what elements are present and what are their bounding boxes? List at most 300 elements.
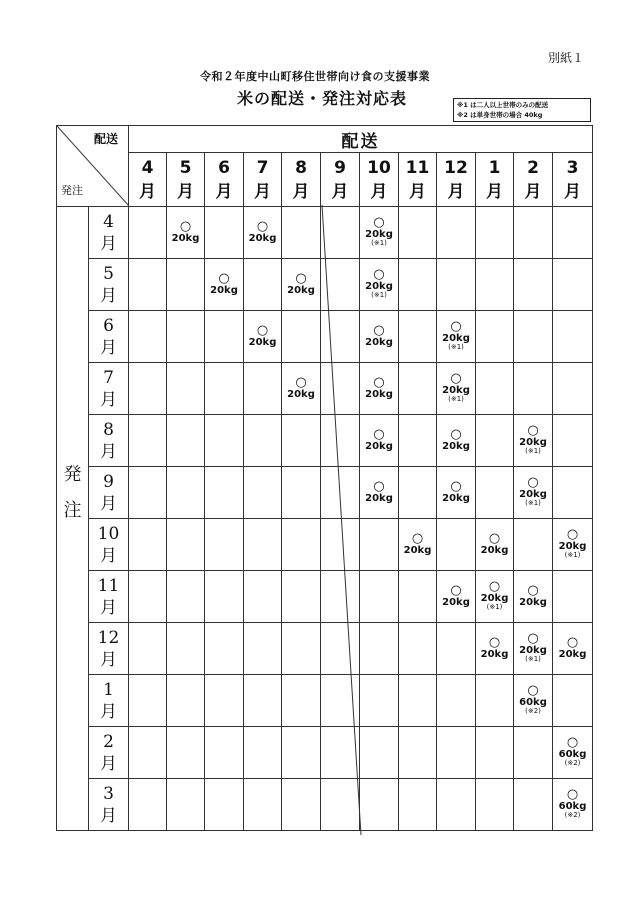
delivery-cell: [282, 623, 321, 675]
month-char: 月: [486, 181, 503, 202]
delivery-cell: [244, 311, 282, 363]
delivery-cell: [321, 467, 360, 519]
delivery-cell: [129, 363, 167, 415]
delivery-cell: [476, 259, 514, 311]
delivery-cell: [129, 207, 167, 259]
delivery-mark: [249, 220, 277, 245]
delivery-cell: [553, 519, 593, 571]
delivery-cell: [514, 779, 553, 831]
delivery-mark: [287, 376, 315, 401]
delivery-amount: 20kg: [480, 649, 509, 660]
delivery-amount: 20kg: [287, 285, 315, 296]
delivery-cell: [244, 207, 282, 259]
order-month-7: [89, 363, 129, 415]
order-side-header: [57, 207, 89, 831]
order-row-4: [57, 207, 593, 259]
delivery-cell: [321, 363, 360, 415]
delivery-amount: 20kg: [365, 441, 393, 452]
delivery-mark: [481, 580, 509, 612]
delivery-cell: [514, 363, 553, 415]
circle-icon: ○: [566, 786, 579, 802]
delivery-cell: [321, 675, 360, 727]
delivery-cell: [205, 311, 244, 363]
delivery-cell: [167, 311, 205, 363]
order-month-char: 月: [100, 597, 117, 618]
circle-icon: ○: [450, 318, 462, 334]
delivery-cell: [553, 311, 593, 363]
month-char: 月: [215, 181, 233, 202]
delivery-cell: [437, 779, 476, 831]
order-month-1: [89, 675, 129, 727]
circle-icon: ○: [179, 219, 192, 234]
delivery-mark: [172, 220, 200, 245]
order-month-char: 月: [100, 753, 117, 774]
month-header-2: [514, 153, 553, 207]
delivery-cell: [360, 519, 399, 571]
month-number: 11: [405, 157, 430, 178]
delivery-cell: [514, 415, 553, 467]
delivery-cell: [553, 363, 593, 415]
delivery-mark: [442, 428, 470, 453]
delivery-cell: [129, 571, 167, 623]
delivery-mark: [404, 532, 432, 557]
delivery-cell: [360, 571, 399, 623]
order-month-number: 4: [103, 211, 114, 232]
delivery-cell: [205, 207, 244, 259]
delivery-cell: [282, 571, 321, 623]
delivery-cell: [129, 259, 167, 311]
delivery-note: (※1): [525, 499, 541, 508]
delivery-cell: [321, 727, 360, 779]
delivery-cell: [167, 363, 205, 415]
delivery-cell: [167, 467, 205, 519]
delivery-cell: [129, 675, 167, 727]
delivery-cell: [399, 779, 437, 831]
delivery-cell: [244, 259, 282, 311]
delivery-mark: [559, 788, 587, 820]
delivery-cell: [205, 623, 244, 675]
delivery-note: (※1): [371, 291, 387, 300]
month-number: 12: [444, 157, 468, 178]
order-side-char: 注: [63, 500, 82, 521]
delivery-cell: [437, 259, 476, 311]
order-month-char: 月: [100, 493, 117, 514]
delivery-cell: [244, 675, 282, 727]
order-month-char: 月: [100, 285, 117, 306]
delivery-cell: [244, 415, 282, 467]
order-month-4: [89, 207, 129, 259]
order-month-10: [89, 519, 129, 571]
delivery-cell: [553, 623, 593, 675]
delivery-cell: [437, 571, 476, 623]
delivery-cell: [514, 259, 553, 311]
month-number: 3: [566, 157, 579, 178]
delivery-cell: [514, 207, 553, 259]
month-char: 月: [409, 181, 426, 202]
order-month-char: 月: [100, 649, 117, 670]
month-header-7: [244, 153, 282, 207]
order-side-char: 発: [63, 464, 82, 485]
delivery-amount: 20kg: [442, 384, 470, 396]
corner-order-label: 発注: [61, 184, 83, 197]
month-char: 月: [177, 181, 194, 202]
circle-icon: ○: [527, 474, 539, 490]
month-char: 月: [447, 181, 465, 202]
delivery-cell: [282, 259, 321, 311]
delivery-cell: [129, 623, 167, 675]
delivery-cell: [321, 571, 360, 623]
delivery-cell: [399, 415, 437, 467]
circle-icon: ○: [566, 635, 579, 650]
delivery-cell: [282, 675, 321, 727]
delivery-cell: [437, 519, 476, 571]
month-char: 月: [331, 181, 349, 202]
order-row-5: [57, 259, 593, 311]
circle-icon: ○: [373, 375, 385, 390]
delivery-cell: [399, 519, 437, 571]
delivery-cell: [282, 207, 321, 259]
delivery-cell: [553, 675, 593, 727]
delivery-amount: 20kg: [248, 337, 277, 348]
delivery-mark: [249, 324, 277, 349]
delivery-amount: 60kg: [558, 748, 587, 760]
delivery-cell: [476, 363, 514, 415]
order-month-number: 3: [103, 783, 114, 804]
delivery-note: (※1): [448, 343, 464, 352]
order-month-char: 月: [100, 389, 117, 410]
delivery-cell: [360, 623, 399, 675]
circle-icon: ○: [527, 422, 539, 438]
delivery-amount: 20kg: [519, 488, 547, 500]
delivery-mark: [519, 684, 547, 716]
delivery-cell: [476, 467, 514, 519]
delivery-cell: [514, 727, 553, 779]
month-char: 月: [524, 181, 542, 202]
order-month-2: [89, 727, 129, 779]
order-row-8: [57, 415, 593, 467]
delivery-cell: [553, 415, 593, 467]
delivery-amount: 20kg: [558, 540, 587, 552]
delivery-note: (※1): [448, 395, 464, 404]
delivery-cell: [167, 779, 205, 831]
delivery-mark: [442, 320, 470, 352]
delivery-cell: [476, 415, 514, 467]
delivery-note: (※1): [371, 239, 387, 248]
delivery-cell: [205, 467, 244, 519]
circle-icon: ○: [450, 479, 462, 494]
document-title: 米の配送・発注対応表: [237, 89, 408, 108]
order-month-number: 8: [103, 419, 114, 440]
delivery-cell: [553, 259, 593, 311]
delivery-mark: [559, 528, 587, 560]
delivery-cell: [282, 779, 321, 831]
delivery-amount: 20kg: [403, 545, 432, 556]
delivery-mark: [519, 584, 547, 609]
month-number: 2: [527, 157, 539, 178]
delivery-amount: 20kg: [519, 644, 547, 656]
order-month-number: 10: [97, 523, 120, 544]
delivery-cell: [244, 519, 282, 571]
delivery-cell: [205, 571, 244, 623]
delivery-cell: [553, 207, 593, 259]
delivery-header: 配送: [129, 126, 593, 153]
delivery-amount: 20kg: [442, 441, 470, 452]
delivery-cell: [553, 571, 593, 623]
delivery-mark: [519, 424, 547, 456]
circle-icon: ○: [450, 427, 462, 442]
delivery-note: (※2): [564, 759, 581, 768]
order-month-8: [89, 415, 129, 467]
delivery-mark: [559, 736, 587, 768]
delivery-cell: [282, 727, 321, 779]
delivery-cell: [360, 779, 399, 831]
delivery-cell: [399, 207, 437, 259]
delivery-mark: [481, 532, 509, 557]
delivery-cell: [244, 623, 282, 675]
order-month-char: 月: [100, 233, 117, 254]
delivery-cell: [167, 571, 205, 623]
month-number: 4: [141, 157, 154, 178]
note-2: ※2 は単身世帯の場合 40kg: [457, 111, 543, 119]
delivery-cell: [167, 727, 205, 779]
corner-cell: [57, 126, 129, 207]
notes-box: [453, 98, 591, 122]
circle-icon: ○: [373, 323, 385, 338]
delivery-cell: [360, 467, 399, 519]
delivery-cell: [205, 363, 244, 415]
month-number: 7: [256, 157, 269, 178]
order-month-number: 12: [97, 627, 120, 648]
month-number: 5: [179, 157, 192, 178]
delivery-mark: [365, 268, 393, 300]
delivery-mark: [365, 376, 393, 401]
delivery-cell: [360, 207, 399, 259]
delivery-note: (※1): [564, 551, 581, 560]
delivery-mark: [519, 632, 547, 664]
delivery-cell: [321, 207, 360, 259]
delivery-cell: [321, 311, 360, 363]
circle-icon: ○: [488, 635, 501, 650]
circle-icon: ○: [450, 583, 462, 598]
delivery-cell: [399, 675, 437, 727]
circle-icon: ○: [450, 370, 462, 386]
delivery-cell: [282, 363, 321, 415]
delivery-cell: [129, 727, 167, 779]
order-row-10: [57, 519, 593, 571]
delivery-cell: [399, 363, 437, 415]
delivery-amount: 20kg: [365, 493, 393, 504]
delivery-cell: [360, 259, 399, 311]
circle-icon: ○: [256, 323, 269, 338]
month-char: 月: [292, 181, 310, 202]
delivery-cell: [129, 467, 167, 519]
month-header-12: [437, 153, 476, 207]
delivery-amount: 20kg: [365, 337, 393, 348]
delivery-cell: [167, 623, 205, 675]
month-header-3: [553, 153, 593, 207]
delivery-cell: [399, 623, 437, 675]
order-month-number: 7: [103, 367, 114, 388]
order-month-number: 6: [103, 315, 114, 336]
order-month-number: 2: [103, 731, 114, 752]
delivery-cell: [437, 623, 476, 675]
delivery-cell: [476, 727, 514, 779]
delivery-cell: [205, 415, 244, 467]
circle-icon: ○: [527, 583, 539, 598]
circle-icon: ○: [295, 271, 307, 286]
delivery-note: (※1): [525, 655, 541, 664]
delivery-amount: 20kg: [442, 332, 470, 344]
order-month-char: 月: [100, 545, 117, 566]
delivery-amount: 60kg: [519, 696, 547, 708]
delivery-note: (※1): [525, 447, 541, 456]
delivery-cell: [129, 519, 167, 571]
note-1: ※1 は二人以上世帯のみの配送: [457, 101, 549, 109]
delivery-cell: [360, 311, 399, 363]
delivery-cell: [167, 675, 205, 727]
order-month-number: 1: [103, 679, 114, 700]
delivery-amount: 20kg: [442, 493, 470, 504]
delivery-cell: [129, 415, 167, 467]
month-number: 6: [218, 157, 230, 178]
delivery-cell: [437, 467, 476, 519]
delivery-mark: [365, 480, 393, 505]
delivery-mark: [442, 372, 470, 404]
delivery-amount: 60kg: [558, 800, 587, 812]
delivery-amount: 20kg: [365, 389, 393, 400]
order-row-12: [57, 623, 593, 675]
delivery-amount: 20kg: [248, 233, 277, 244]
order-month-char: 月: [100, 337, 117, 358]
order-month-char: 月: [100, 805, 117, 826]
circle-icon: ○: [527, 682, 539, 698]
circle-icon: ○: [295, 375, 307, 390]
order-month-3: [89, 779, 129, 831]
delivery-cell: [399, 311, 437, 363]
month-number: 8: [295, 157, 307, 178]
delivery-cell: [476, 779, 514, 831]
delivery-cell: [553, 727, 593, 779]
order-month-5: [89, 259, 129, 311]
circle-icon: ○: [488, 531, 501, 546]
delivery-cell: [514, 467, 553, 519]
delivery-cell: [514, 571, 553, 623]
delivery-cell: [437, 415, 476, 467]
delivery-cell: [399, 727, 437, 779]
delivery-cell: [205, 727, 244, 779]
delivery-cell: [399, 259, 437, 311]
month-number: 1: [488, 157, 501, 178]
delivery-cell: [360, 363, 399, 415]
order-row-11: [57, 571, 593, 623]
delivery-amount: 20kg: [171, 233, 200, 244]
delivery-mark: [442, 480, 470, 505]
delivery-cell: [167, 259, 205, 311]
delivery-cell: [437, 675, 476, 727]
delivery-cell: [244, 571, 282, 623]
delivery-note: (※2): [525, 707, 541, 716]
delivery-cell: [476, 311, 514, 363]
delivery-cell: [244, 727, 282, 779]
delivery-cell: [476, 207, 514, 259]
circle-icon: ○: [373, 479, 385, 494]
order-month-char: 月: [100, 701, 117, 722]
circle-icon: ○: [488, 578, 501, 594]
month-char: 月: [370, 181, 388, 202]
delivery-cell: [514, 675, 553, 727]
order-month-11: [89, 571, 129, 623]
month-header-6: [205, 153, 244, 207]
delivery-cell: [360, 415, 399, 467]
month-header-5: [167, 153, 205, 207]
delivery-mark: [442, 584, 470, 609]
order-month-number: 11: [97, 575, 120, 596]
delivery-cell: [360, 727, 399, 779]
month-header-8: [282, 153, 321, 207]
delivery-amount: 20kg: [287, 389, 315, 400]
circle-icon: ○: [218, 271, 230, 286]
delivery-cell: [514, 519, 553, 571]
delivery-cell: [321, 623, 360, 675]
delivery-amount: 20kg: [365, 228, 393, 240]
delivery-mark: [481, 636, 509, 661]
delivery-cell: [514, 623, 553, 675]
delivery-amount: 20kg: [519, 597, 547, 608]
delivery-amount: 20kg: [365, 280, 393, 292]
delivery-cell: [282, 311, 321, 363]
delivery-cell: [205, 675, 244, 727]
delivery-cell: [321, 415, 360, 467]
order-row-6: [57, 311, 593, 363]
delivery-amount: 20kg: [442, 597, 470, 608]
delivery-cell: [205, 519, 244, 571]
delivery-cell: [321, 779, 360, 831]
delivery-cell: [282, 415, 321, 467]
order-row-2: [57, 727, 593, 779]
circle-icon: ○: [256, 219, 269, 234]
delivery-cell: [167, 415, 205, 467]
order-month-6: [89, 311, 129, 363]
order-row-9: [57, 467, 593, 519]
month-number: 10: [367, 157, 391, 178]
delivery-mark: [210, 272, 238, 297]
delivery-amount: 20kg: [480, 545, 509, 556]
delivery-note: (※2): [564, 811, 581, 820]
order-month-char: 月: [100, 441, 117, 462]
delivery-cell: [437, 727, 476, 779]
circle-icon: ○: [566, 526, 579, 542]
delivery-cell: [476, 519, 514, 571]
delivery-cell: [476, 571, 514, 623]
delivery-cell: [129, 779, 167, 831]
month-header-4: [129, 153, 167, 207]
delivery-cell: [514, 311, 553, 363]
delivery-cell: [399, 467, 437, 519]
circle-icon: ○: [373, 427, 385, 442]
delivery-amount: 20kg: [558, 649, 587, 660]
delivery-amount: 20kg: [480, 592, 509, 604]
attachment-label: 別紙１: [548, 51, 585, 65]
delivery-cell: [282, 519, 321, 571]
circle-icon: ○: [373, 266, 385, 282]
delivery-cell: [205, 779, 244, 831]
month-char: 月: [139, 181, 156, 202]
delivery-mark: [519, 476, 547, 508]
delivery-cell: [205, 259, 244, 311]
delivery-cell: [321, 259, 360, 311]
delivery-mark: [287, 272, 315, 297]
month-number: 9: [334, 157, 346, 178]
